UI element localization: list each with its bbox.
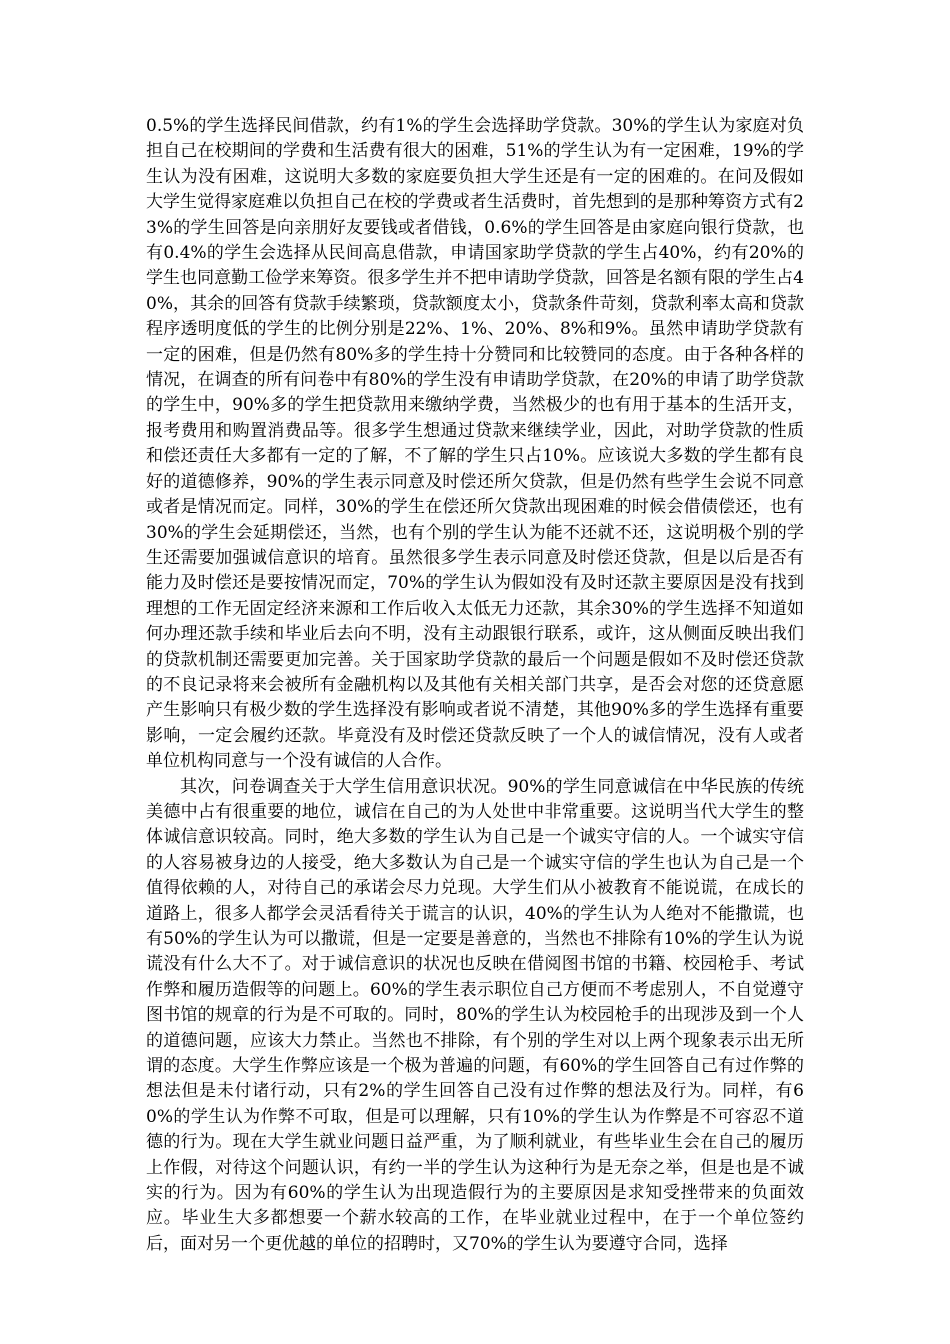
body-paragraph: 其次，问卷调查关于大学生信用意识状况。90%的学生同意诚信在中华民族的传统美德中占有很重要的地位，诚信在自己的为人处世中非常重要。这说明当代大学生的整体诚信意识较高。同时，绝大多数的学生认为自己是一个诚实守信的人。一个诚实守信的人容易被身边的人接受，绝大多数认为自己是一个诚实守信的学生也认为自己是一个值得依赖的人，对待自己的承诺会尽力兑现。大学生们从小被教育不能说谎，在成长的道路上，很多人都学会灵活看待关于谎言的认识，40%的学生认为人绝对不能撒谎，也有50%的学生认为可以撒谎，但是一定要是善意的，当然也不排除有10%的学生认为说谎没有什么大不了。对于诚信意识的状况也反映在借阅图书馆的书籍、校园枪手、考试作弊和履历造假等的问题上。60%的学生表示职位自己方便而不考虑别人，不自觉遵守图书馆的规章的行为是不可取的。同时，80%的学生认为校园枪手的出现涉及到一个人的道德问题，应该大力禁止。当然也不排除，有个别的学生对以上两个现象表示出无所谓的态度。大学生作弊应该是一个极为普遍的问题，有60%的学生回答自己有过作弊的想法但是未付诸行动，只有2%的学生回答自己没有过作弊的想法及行为。同样，有60%的学生认为作弊不可取，但是可以理解，只有10%的学生认为作弊是不可容忍不道德的行为。现在大学生就业问题日益严重，为了顺利就业，有些毕业生会在自己的履历上作假，对待这个问题认识，有约一半的学生认为这种行为是无奈之举，但是也是不诚实的行为。因为有60%的学生认为出现造假行为的主要原因是求知受挫带来的负面效应。毕业生大多都想要一个薪水较高的工作，在毕业就业过程中，在于一个单位签约后，面对另一个更优越的单位的招聘时，又70%的学生认为要遵守合同，选择 — [146, 776, 804, 1254]
document-page — [146, 114, 804, 1257]
body-paragraph: 0.5%的学生选择民间借款，约有1%的学生会选择助学贷款。30%的学生认为家庭对负担自己在校期间的学费和生活费有很大的困难，51%的学生认为有一定困难，19%的学生认为没有困难，这说明大多数的家庭要负担大学生还是有一定的困难的。在问及假如大学生觉得家庭难以负担自己在校的学费或者生活费时，首先想到的是那种筹资方式有23%的学生回答是向亲朋好友要钱或者借钱，0.6%的学生回答是由家庭向银行贷款，也有0.4%的学生会选择从民间高息借款，申请国家助学贷款的学生占40%，约有20%的学生也同意勤工俭学来筹资。很多学生并不把申请助学贷款，回答是名额有限的学生占40%，其余的回答有贷款手续繁琐，贷款额度太小，贷款条件苛刻，贷款利率太高和贷款程序透明度低的学生的比例分别是22%、1%、20%、8%和9%。虽然申请助学贷款有一定的困难，但是仍然有80%多的学生持十分赞同和比较赞同的态度。由于各种各样的情况，在调查的所有问卷中有80%的学生没有申请助学贷款，在20%的申请了助学贷款的学生中，90%多的学生把贷款用来缴纳学费，当然极少的也有用于基本的生活开支，报考费用和购置消费品等。很多学生想通过贷款来继续学业，因此，对助学贷款的性质和偿还责任大多都有一定的了解，不了解的学生只占10%。应该说大多数的学生都有良好的道德修养，90%的学生表示同意及时偿还所欠贷款，但是仍然有些学生会说不同意或者是情况而定。同样，30%的学生在偿还所欠贷款出现困难的时候会借债偿还，也有30%的学生会延期偿还，当然，也有个别的学生认为能不还就不还，这说明极个别的学生还需要加强诚信意识的培育。虽然很多学生表示同意及时偿还贷款，但是以后是否有能力及时偿还是要按情况而定，70%的学生认为假如没有及时还款主要原因是没有找到理想的工作无固定经济来源和工作后收入太低无力还款，其余30%的学生选择不知道如何办理还款手续和毕业后去向不明，没有主动跟银行联系，或许，这从侧面反映出我们的贷款机制还需要更加完善。关于国家助学贷款的最后一个问题是假如不及时偿还贷款的不良记录将来会被所有金融机构以及其他有关相关部门共享，是否会对您的还贷意愿产生影响只有极少数的学生选择没有影响或者说不清楚，其他90%多的学生选择有重要影响，一定会履约还款。毕竟没有及时偿还贷款反映了一个人的诚信情况，没有人或者单位机构同意与一个没有诚信的人合作。 — [146, 116, 804, 772]
